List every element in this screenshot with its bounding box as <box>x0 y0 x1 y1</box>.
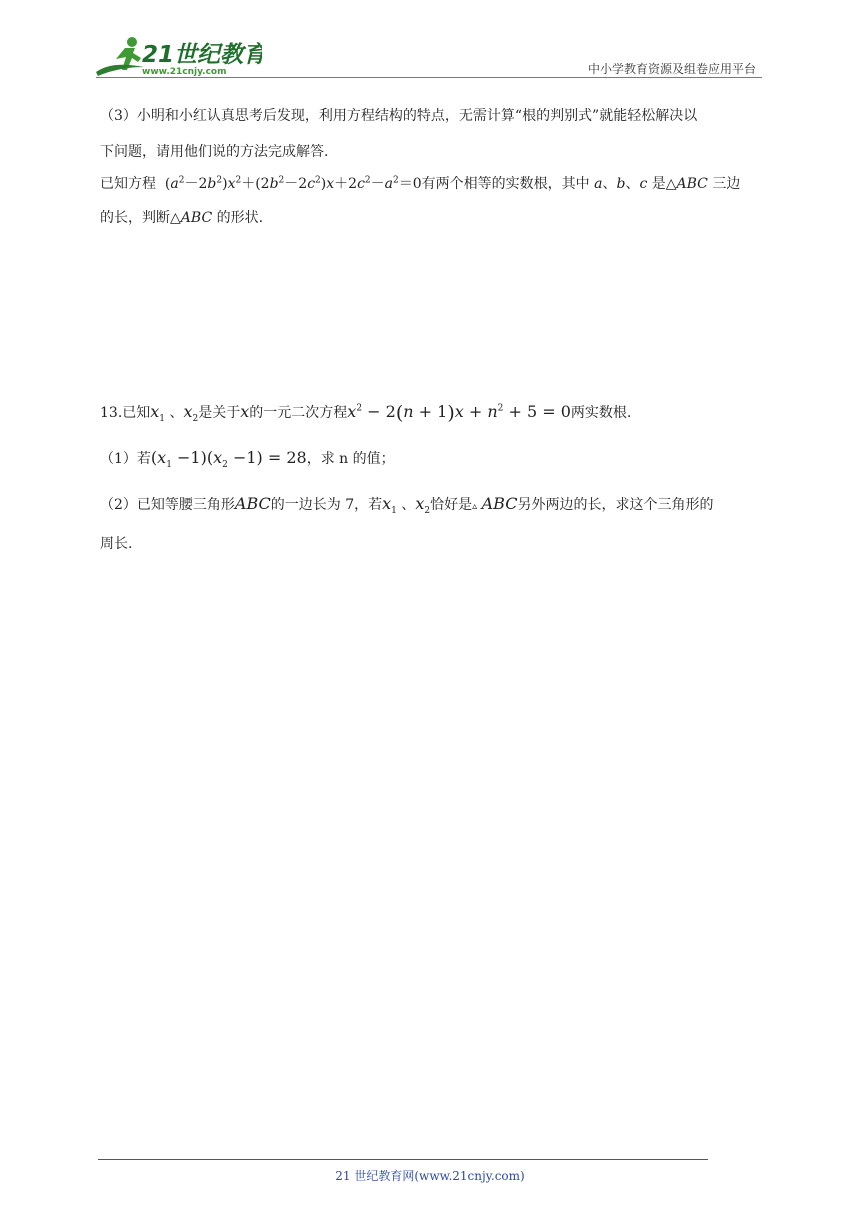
q12-part3-line2: 下问题，请用他们说的方法完成解答. <box>100 144 329 160</box>
q13-part1: （1）若$(x_1 -1)(x_2 -1) = 28$，求 n 的值； <box>100 448 395 471</box>
header-divider <box>96 77 762 78</box>
q12-part3-line4: 的长，判断△ABC 的形状. <box>100 210 264 226</box>
footer-divider <box>98 1159 708 1160</box>
q13-stem: 13.已知$x_1$ 、$x_2$是关于x的一元二次方程$x^2 - 2(n + 1)x + n^2 + 5 = 0$两实数根. <box>100 402 632 425</box>
footer-link[interactable]: 21 世纪教育网(www.21cnjy.com) <box>335 1169 525 1183</box>
runner-logo-icon <box>92 34 262 80</box>
q13-part2-line2: 周长. <box>100 536 133 552</box>
logo-text: 21世纪教育 <box>142 42 262 68</box>
q13-part2-line1: （2）已知等腰三角形ABC的一边长为 7，若$x_1$ 、$x_2$恰好是▵ ABC另外两边的长，求这个三角形的 <box>100 494 714 517</box>
q12-part3-line3: 已知方程 $(a^2-2b^2)x^2+(2b^2-2c^2)x+2c^2-a^2=0$有两个相等的实数根，其中 a、b、c 是△ABC 三边 <box>100 175 741 192</box>
logo-url: www.21cnjy.com <box>142 67 227 77</box>
site-logo[interactable] <box>92 34 262 80</box>
q13-part1-equation: $(x_1 -1)(x_2 -1) = 28$ <box>150 448 307 471</box>
platform-name: 中小学教育资源及组卷应用平台 <box>587 62 756 76</box>
q12-part3-line1: （3）小明和小红认真思考后发现，利用方程结构的特点，无需计算“根的判别式”就能轻松解决以 <box>100 108 698 124</box>
q12-equation: $(a^2-2b^2)x^2+(2b^2-2c^2)x+2c^2-a^2=0$ <box>164 175 422 192</box>
q13-equation: $x^2 - 2(n + 1)x + n^2 + 5 = 0$ <box>347 402 571 424</box>
